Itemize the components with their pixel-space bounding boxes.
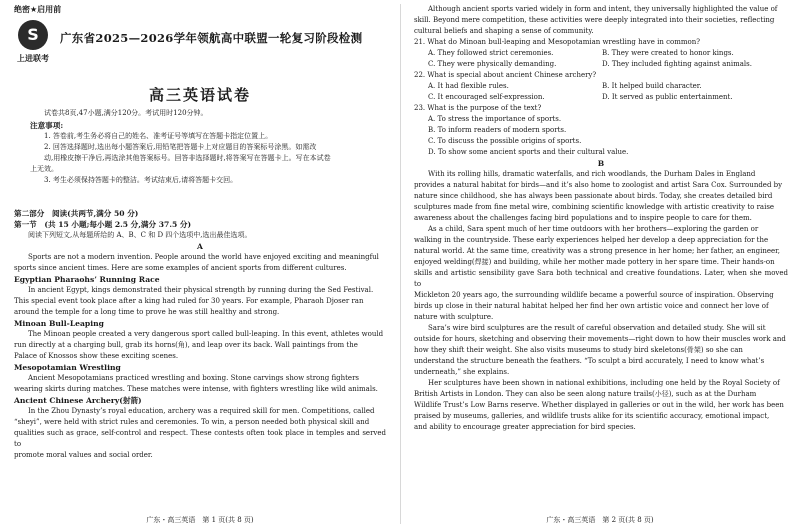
reading-section [14, 208, 386, 461]
page-footer: 广东・高三英语 第 2 页(共 8 页) [546, 516, 654, 524]
passage-label: A [197, 242, 203, 251]
answer-option[interactable]: D. To show some ancient sports and their cultural value. [428, 148, 629, 156]
text-line: understand the structure beneath the feathers. “To sculpt a bird accurately, I need to know what’s [414, 357, 765, 365]
page-footer: 广东・高三英语 第 1 页(共 8 页) [146, 516, 254, 524]
text-line: enjoyed welding(焊接) and building, while her mother made pottery in her spare time. Their hands-on [414, 258, 775, 266]
text-line: Sports are not a modern invention. People around the world have enjoyed exciting and meaningful [28, 253, 379, 261]
text-line: provides a natural habitat for birds—and it’s also home to zoologist and artist Sara Cox. Surrounded by [414, 181, 783, 189]
note-line: 1. 答卷前,考生务必将自己的姓名、准考证号等填写在答题卡指定位置上。 [44, 132, 273, 140]
answer-option[interactable]: D. It served as public entertainment. [602, 93, 733, 101]
text-line: run directly at a charging bull, grab its horns(角), and leap over its back. Wall paintings from the [14, 341, 358, 349]
page-2 [400, 0, 800, 531]
answer-option[interactable]: C. To discuss the possible origins of sports. [428, 137, 582, 145]
text-line: “sheyi”, were held with strict rules and ceremonies. To win, a person needed both physical skill and [14, 418, 370, 426]
text-line: natural world. At the same time, creativity was a strong presence in her home; her father, an engineer, [414, 247, 780, 255]
note-line: 上无效。 [30, 165, 58, 173]
text-line: birds up close in their natural habitat helped her find her own artistic voice and connect her love of [414, 302, 769, 310]
text-line: praised by museums, galleries, and wildlife trusts alike for its scientific accuracy, emotional impact, [414, 412, 770, 420]
text-line: sports since ancient times. Here are some examples of ancient sports from different cultures. [14, 264, 347, 272]
logo-text: 上进联考 [17, 54, 49, 63]
questions-block [414, 37, 788, 158]
text-line: Sara’s wire bird sculptures are the result of careful observation and detailed study. She will sit [428, 324, 766, 332]
text-line: underneath,” she explains. [414, 368, 510, 376]
instructions-block [30, 108, 380, 186]
question [414, 37, 788, 70]
text-line: In the Zhou Dynasty’s royal education, archery was a required skill for men. Competitions, called [28, 407, 375, 415]
logo-icon: S [18, 20, 48, 50]
answer-option[interactable]: A. To stress the importance of sports. [428, 115, 562, 123]
text-line: Wildlife Trust’s Low Barns reserve. Whether displayed in galleries or out in the wild, her work has been [414, 401, 784, 409]
subsection-heading: Mesopotamian Wrestling [14, 363, 121, 372]
text-line: how they shift their weight. She also visits museums to study bird skeletons(骨架) so she can [414, 346, 743, 354]
answer-option[interactable]: B. They were created to honor kings. [602, 49, 734, 57]
text-line: In ancient Egypt, kings demonstrated their physical strength by running during the Sed Festival. [28, 286, 374, 294]
text-line: With its rolling hills, dramatic waterfalls, and rich woodlands, the Durham Dales in England [428, 170, 756, 178]
passage-b-body [414, 169, 788, 433]
answer-option[interactable]: C. It encouraged self-expression. [428, 93, 545, 101]
publisher-logo [14, 20, 52, 72]
text-line: nature with sculpture. [414, 313, 494, 321]
text-line: Her sculptures have been shown in national exhibitions, including one held by the Royal Society of [428, 379, 780, 387]
text-line: Palace of Knossos show these exciting scenes. [14, 352, 179, 360]
subsection-heading: Minoan Bull-Leaping [14, 319, 104, 328]
text-line: As a child, Sara spent much of her time outdoors with her brothers—exploring the garden or [428, 225, 759, 233]
answer-option[interactable]: C. They were physically demanding. [428, 60, 557, 68]
subsection-heading: Egyptian Pharaohs’ Running Race [14, 275, 160, 284]
text-line: around the temple for a long time to prove he was still healthy and strong. [14, 308, 280, 316]
question-stem: 23. What is the purpose of the text? [414, 104, 542, 112]
text-line: Ancient Mesopotamians practiced wrestling and boxing. Stone carvings show strong fighters [28, 374, 360, 382]
text-line: and ability to encourage greater appreciation for bird species. [414, 423, 636, 431]
text-line: skill. Beyond mere competition, these activities were deeply integrated into their societies, reflecting [414, 16, 775, 24]
text-line: awareness about the challenges facing bird populations and to inspire people to care for them. [414, 214, 752, 222]
note-line: 2. 回答选择题时,选出每小题答案后,用铅笔把答题卡上对应题目的答案标号涂黑。如需改 [44, 143, 317, 151]
notes-heading: 注意事项: [30, 121, 64, 130]
subsection-heading: Ancient Chinese Archery(射箭) [14, 396, 142, 405]
question [414, 103, 788, 158]
note-line: 动,用橡皮擦干净后,再选涂其他答案标号。回答非选择题时,将答案写在答题卡上。写在本试卷 [44, 154, 331, 162]
text-line: The Minoan people created a very dangerous sport called bull-leaping. In this event, athletes would [28, 330, 384, 338]
exam-title: 广东省2025—2026学年领航高中联盟一轮复习阶段检测 [60, 31, 363, 45]
section-heading: 第一节 (共 15 小题;每小题 2.5 分,满分 37.5 分) [14, 220, 192, 229]
answer-option[interactable]: D. They included fighting against animals. [602, 60, 752, 68]
text-line: nature since childhood, she has always been passionate about birds. Today, she creates detailed bird [414, 192, 773, 200]
text-line: sculptures made from fine metal wire, combining scientific knowledge with artistic creativity to raise [414, 203, 775, 211]
answer-option[interactable]: A. It had flexible rules. [428, 82, 509, 90]
text-line: promote moral values and social order. [14, 451, 153, 459]
option-row [414, 81, 788, 92]
exam-intro: 试卷共8页,47小题,满分120分。考试用时120分钟。 [44, 109, 208, 117]
part-heading: 第二部分 阅读(共两节,满分 50 分) [14, 209, 139, 218]
answer-option[interactable]: B. To inform readers of modern sports. [428, 126, 567, 134]
page-2-content [414, 4, 788, 433]
passage-a-conclusion [414, 4, 788, 37]
option-row [414, 48, 788, 59]
answer-option[interactable]: B. It helped build character. [602, 82, 702, 90]
text-line: walking in the countryside. These early experiences helped her develop a deep appreciation for the [414, 236, 769, 244]
option-row [414, 92, 788, 103]
passage-a-body [14, 252, 386, 461]
question-stem: 21. What do Minoan bull-leaping and Mesopotamian wrestling have in common? [414, 38, 700, 46]
passage-label-b: B [597, 159, 605, 168]
question-stem: 22. What is special about ancient Chinese archery? [414, 71, 597, 79]
text-line: wearing skirts during matches. These matches were intense, with fighters wrestling like wild animals. [14, 385, 378, 393]
question [414, 70, 788, 103]
option-row [414, 59, 788, 70]
section-instruction: 阅读下列短文,从每题所给的 A、B、C 和 D 四个选项中,选出最佳选项。 [28, 231, 252, 239]
text-line: qualities such as grace, self-control and respect. These contests often took place in temples and served to [14, 429, 386, 448]
text-line: skills and artistic sensibility gave Sara both technical and creative foundations. Later, when she moved to [414, 269, 788, 288]
text-line: This special event took place after a king had ruled for 30 years. For example, Pharaoh Djoser ran [14, 297, 364, 305]
notes-list [30, 131, 380, 186]
confidential-label: 绝密★启用前 [14, 5, 62, 14]
text-line: cultural beliefs and shaping a sense of community. [414, 27, 594, 35]
text-line: British Artists in London. They can also be seen along nature trails(小径), such as at the Durham [414, 390, 757, 398]
note-line: 3. 考生必须保持答题卡的整洁。考试结束后,请将答题卡交回。 [44, 176, 238, 184]
subject-title: 高三英语试卷 [148, 86, 251, 104]
text-line: Although ancient sports varied widely in form and intent, they universally highlighted the value of [428, 5, 778, 13]
text-line: outside for hours, sketching and observing their movements—right down to how their muscles work and [414, 335, 786, 343]
answer-option[interactable]: A. They followed strict ceremonies. [428, 49, 554, 57]
text-line: Mickleton 20 years ago, the surrounding wildlife became a powerful source of inspiration. Observing [414, 291, 774, 299]
